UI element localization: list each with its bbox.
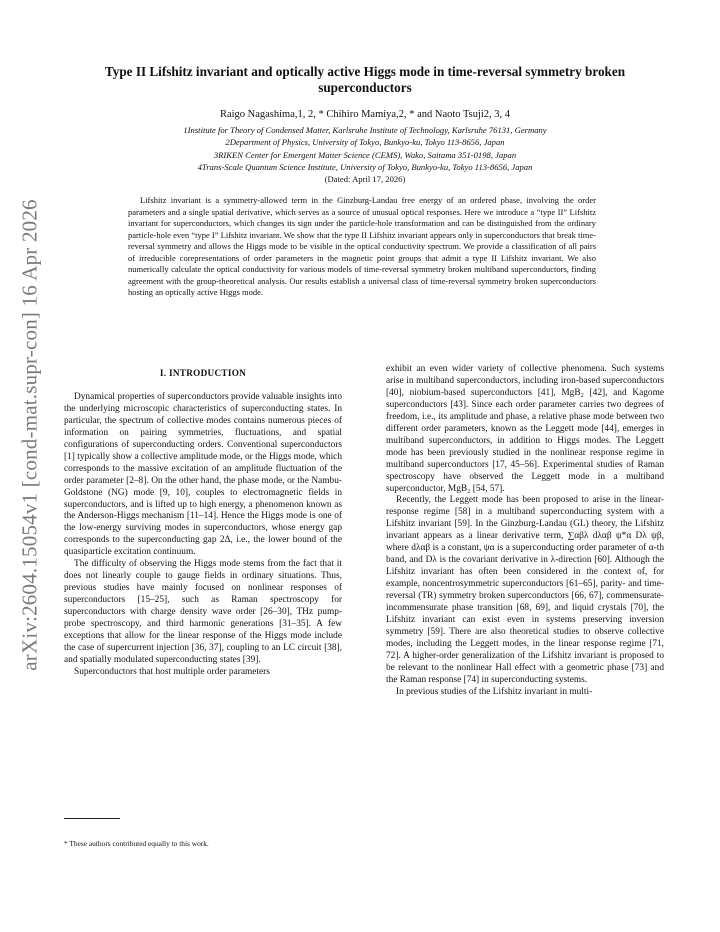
paragraph: Recently, the Leggett mode has been proposed to arise in the linear-response regime [58] in a multiband superconducting system with a Lifshitz invariant [59]. In the Ginzburg-Landau (GL) theory, the Lifshitz invariant appears as a linear derivative term, ∑αβλ dλαβ ψ*α Dλ ψβ, where dλαβ is a constant, ψα is a superconducting order parameter of α-th band, and Dλ is the covariant derivative in λ-direction [60]. Although the Lifshitz invariant has often been considered in the context of, for example, noncentrosymmetric superconductors [61–65], parity- and time-reversal (TR) symmetry broken superconductors [66, 67], commensurate-incommensurate phase transition [68, 69], and liquid crystals [70], the Lifshitz invariant can exist even in systems preserving inversion symmetry [59]. There are also theoretical studies to observe collective modes, including the Leggett modes, in the linear response regime [71, 72]. A higher-order generalization of the Lifshitz invariant is proposed to be relevant to the nonlinear Hall effect with a geometric phase [73] and the Raman response [74] in superconducting systems. bbox=[386, 495, 664, 685]
affiliation-4: 4Trans-Scale Quantum Science Institute, University of Tokyo, Bunkyo-ku, Tokyo 113-8656, Japan bbox=[197, 161, 533, 172]
left-column bbox=[64, 368, 342, 679]
arxiv-identifier: arXiv:2604.15054v1 [cond-mat.supr-con] 16 Apr 2026 bbox=[17, 199, 42, 671]
author-list: Raigo Nagashima,1, 2, * Chihiro Mamiya,2, * and Naoto Tsuji2, 3, 4 bbox=[219, 109, 511, 120]
dated-line: (Dated: April 17, 2026) bbox=[324, 174, 406, 185]
section-heading: I. INTRODUCTION bbox=[159, 368, 247, 378]
footnote: * These authors contributed equally to this work. bbox=[64, 839, 209, 848]
paper-title: Type II Lifshitz invariant and optically active Higgs mode in time-reversal symmetry broken superconductors bbox=[104, 64, 626, 95]
footnote-rule bbox=[64, 818, 120, 819]
affiliations bbox=[60, 124, 670, 185]
paragraph: In previous studies of the Lifshitz invariant in multi- bbox=[396, 686, 593, 697]
affiliation-3: 3RIKEN Center for Emergent Matter Science (CEMS), Wako, Saitama 351-0198, Japan bbox=[213, 149, 517, 160]
paragraph: The difficulty of observing the Higgs mode stems from the fact that it does not linearly couple to gauge fields in ordinary situations. Thus, previous studies have mainly focused on nonlinear responses of superconductors [15–25], such as Raman spectroscopy for superconductors with charge density wave order [26–30], THz pump-probe spectroscopy, and third harmonic generations [31–35]. A few exceptions that allow for the linear response of the Higgs mode include the case of supercurrent injection [36, 37], coupling to an LC circuit [38], and spatially modulated superconducting states [39]. bbox=[64, 559, 342, 665]
affiliation-1: 1Institute for Theory of Condensed Matter, Karlsruhe Institute of Technology, Karlsruhe 76131, Germany bbox=[183, 125, 547, 135]
affiliation-2: 2Department of Physics, University of Tokyo, Bunkyo-ku, Tokyo 113-8656, Japan bbox=[225, 137, 505, 148]
paragraph: Superconductors that host multiple order parameters bbox=[74, 666, 270, 677]
paragraph: exhibit an even wider variety of collective phenomena. Such systems arise in multiband superconductors, including iron-based superconductors [40], niobium-based superconductors [41], MgB₂ [42], and Kagome superconductors [43]. Since each order parameter carries two degrees of freedom, i.e., its amplitude and phase, a relative phase mode between two different order parameters, known as the Leggett mode [44], emerges in multiband superconductors, in addition to Higgs modes. The Leggett mode has been previously studied in the nonlinear response regime in multiband superconductors [17, 45–56]. Experimental studies of Raman spectroscopy have observed the Leggett mode in a multiband superconductor, MgB₂ [54, 57]. bbox=[386, 364, 664, 494]
paragraph: Dynamical properties of superconductors provide valuable insights into the underlying microscopic characteristics of superconducting states. In particular, the spectrum of collective modes contains numerous pieces of information on pairing symmetries, fluctuations, and spatial configurations of superconducting orders. Conventional superconductors [1] typically show a collective amplitude mode, or the Higgs mode, which corresponds to the massive excitation of an amplitude fluctuation of the order parameter [2–8]. On the other hand, the phase mode, or the Nambu-Goldstone (NG) mode [9, 10], couples to electromagnetic fields in superconductors, and is lifted up to high energy, a phenomenon known as the Anderson-Higgs mechanism [11–14]. Hence the Higgs mode is one of the low-energy surviving modes in superconductors, whose energy gap corresponds to the superconducting gap 2Δ, i.e., the lower bound of the quasiparticle excitation continuum. bbox=[64, 391, 342, 558]
arxiv-sidebar bbox=[10, 199, 50, 671]
right-column bbox=[386, 364, 664, 699]
abstract: Lifshitz invariant is a symmetry-allowed term in the Ginzburg-Landau free energy of an ordered phase, involving the order parameters and a single spatial derivative, which serves as a source of unusual optical responses. Here we introduce a “type II” Lifshitz invariant for superconductors, which changes its sign under the particle-hole transformation and can be distinguished from the ordinary particle-hole even “type I” Lifshitz invariant. We show that the type II Lifshitz invariant appears only in superconductors that break time-reversal symmetry and allows the Higgs mode to be visible in the optical conductivity spectrum. We provide a classification of all pairs of irreducible corepresentations of order parameters in the magnetic point groups that admit a type II Lifshitz invariant. We also numerically calculate the optical conductivity for various models of time-reversal symmetry broken multiband superconductors, finding agreement with the group-theoretical analysis. Our results establish a universal class of time-reversal symmetry broken superconductors hosting an optically active Higgs mode. bbox=[128, 195, 596, 298]
